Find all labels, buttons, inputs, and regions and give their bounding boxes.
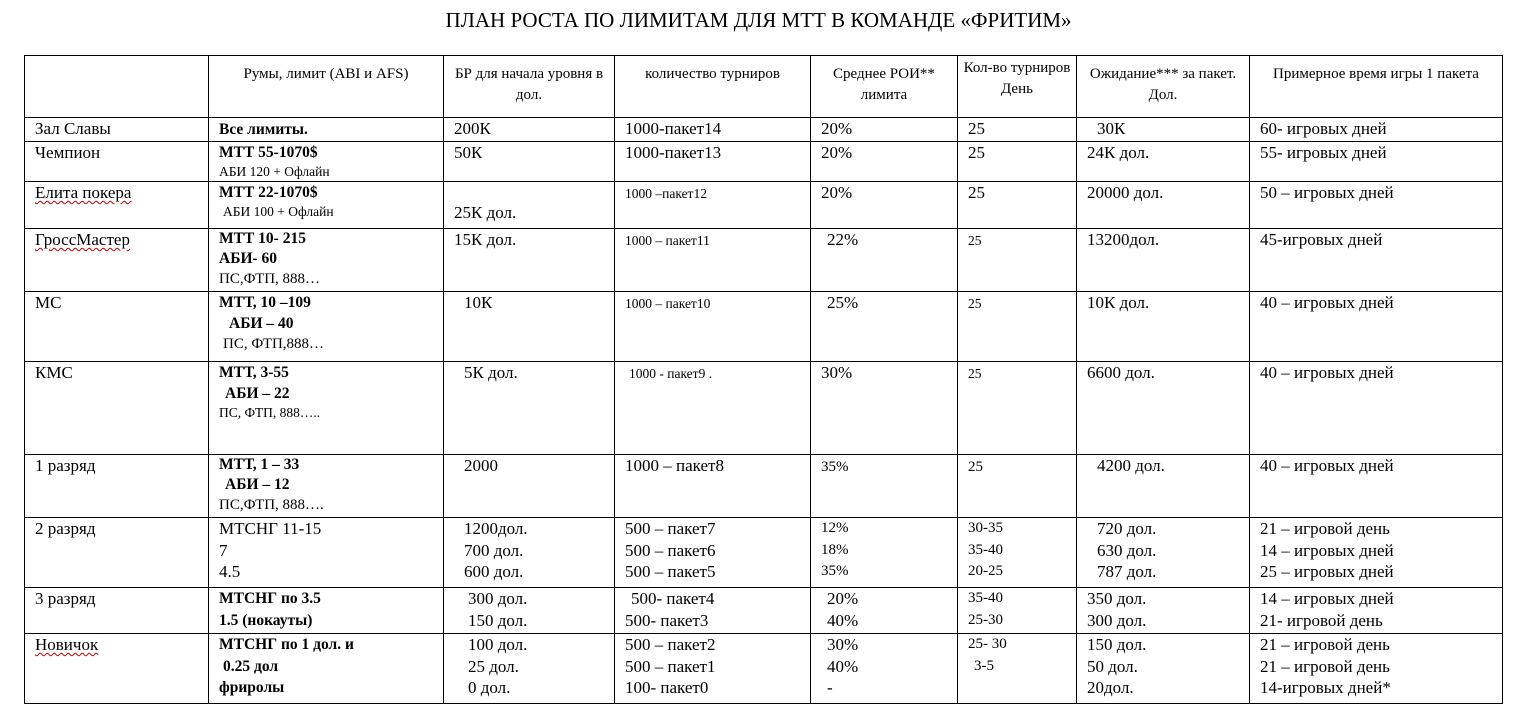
table-row (25, 518, 1503, 588)
header-cell: Румы, лимит (ABI и AFS) (209, 56, 444, 118)
table-row (25, 588, 1503, 634)
tournaments-cell: 1000 –пакет12 (615, 182, 811, 229)
rooms-cell: Все лимиты. (209, 118, 444, 142)
per-day-cell: 25 (958, 362, 1077, 455)
table-row (25, 118, 1503, 142)
rooms-cell: МТСНГ по 3.5 1.5 (нокауты) (209, 588, 444, 634)
expectation-cell: 350 дол. 300 дол. (1077, 588, 1250, 634)
bankroll-cell: 1200дол. 700 дол. 600 дол. (444, 518, 615, 588)
header-cell: количество турниров (615, 56, 811, 118)
tournaments-cell: 1000-пакет14 (615, 118, 811, 142)
tournaments-cell: 1000 – пакет8 (615, 455, 811, 518)
per-day-cell: 35-40 25-30 (958, 588, 1077, 634)
rooms-cell: МТТ 55-1070$ АБИ 120 + Офлайн (209, 142, 444, 182)
level-cell: Зал Славы (25, 118, 209, 142)
per-day-cell: 25 (958, 118, 1077, 142)
expectation-cell: 13200дол. (1077, 229, 1250, 292)
roi-cell: 20% (811, 182, 958, 229)
bankroll-cell: 300 дол. 150 дол. (444, 588, 615, 634)
table-row (25, 634, 1503, 704)
level-cell: МС (25, 292, 209, 362)
page-title: ПЛАН РОСТА ПО ЛИМИТАМ ДЛЯ МТТ В КОМАНДЕ «ФРИТИМ» (445, 8, 1072, 32)
play-time-cell: 45-игровых дней (1250, 229, 1503, 292)
table-row (25, 362, 1503, 455)
expectation-cell: 20000 дол. (1077, 182, 1250, 229)
expectation-cell: 6600 дол. (1077, 362, 1250, 455)
per-day-cell: 25 (958, 229, 1077, 292)
play-time-cell: 14 – игровых дней 21- игровой день (1250, 588, 1503, 634)
play-time-cell: 40 – игровых дней (1250, 455, 1503, 518)
per-day-cell: 25 (958, 455, 1077, 518)
level-cell: ГроссМастер (25, 229, 209, 292)
header-cell: Примерное время игры 1 пакета (1250, 56, 1503, 118)
bankroll-cell: 100 дол. 25 дол. 0 дол. (444, 634, 615, 704)
play-time-cell: 55- игровых дней (1250, 142, 1503, 182)
play-time-cell: 21 – игровой день 21 – игровой день 14-игровых дней* (1250, 634, 1503, 704)
level-cell: 1 разряд (25, 455, 209, 518)
expectation-cell: 24К дол. (1077, 142, 1250, 182)
rooms-cell: МТТ 10- 215 АБИ- 60 ПС,ФТП, 888… (209, 229, 444, 292)
bankroll-cell: 10К (444, 292, 615, 362)
tournaments-cell: 500- пакет4 500- пакет3 (615, 588, 811, 634)
tournaments-cell: 1000 – пакет11 (615, 229, 811, 292)
table-row (25, 142, 1503, 182)
bankroll-cell: 25К дол. (444, 182, 615, 229)
roi-cell: 30% 40% - (811, 634, 958, 704)
table-row (25, 455, 1503, 518)
expectation-cell: 4200 дол. (1077, 455, 1250, 518)
bankroll-cell: 5К дол. (444, 362, 615, 455)
tournaments-cell: 1000 - пакет9 . (615, 362, 811, 455)
rooms-cell: МТТ 22-1070$ АБИ 100 + Офлайн (209, 182, 444, 229)
level-cell: 2 разряд (25, 518, 209, 588)
header-cell: Кол-во турниров День (958, 56, 1077, 118)
header-cell (25, 56, 209, 118)
table-row (25, 229, 1503, 292)
header-cell: БР для начала уровня в дол. (444, 56, 615, 118)
header-cell: Ожидание*** за пакет. Дол. (1077, 56, 1250, 118)
per-day-cell: 25- 30 3-5 (958, 634, 1077, 704)
per-day-cell: 30-35 35-40 20-25 (958, 518, 1077, 588)
roi-cell: 30% (811, 362, 958, 455)
roi-cell: 20% (811, 118, 958, 142)
tournaments-cell: 500 – пакет7 500 – пакет6 500 – пакет5 (615, 518, 811, 588)
level-cell: КМС (25, 362, 209, 455)
bankroll-cell: 200К (444, 118, 615, 142)
expectation-cell: 30К (1077, 118, 1250, 142)
rooms-cell: МТТ, 3-55 АБИ – 22 ПС, ФТП, 888….. (209, 362, 444, 455)
play-time-cell: 40 – игровых дней (1250, 362, 1503, 455)
roi-cell: 25% (811, 292, 958, 362)
level-cell: Елита покера (25, 182, 209, 229)
per-day-cell: 25 (958, 182, 1077, 229)
bankroll-cell: 50К (444, 142, 615, 182)
expectation-cell: 10К дол. (1077, 292, 1250, 362)
roi-cell: 35% (811, 455, 958, 518)
tournaments-cell: 1000 – пакет10 (615, 292, 811, 362)
roi-cell: 22% (811, 229, 958, 292)
level-cell: Новичок (25, 634, 209, 704)
roi-cell: 20% 40% (811, 588, 958, 634)
header-cell: Среднее РОИ** лимита (811, 56, 958, 118)
header-row (25, 56, 1503, 118)
roi-cell: 12% 18% 35% (811, 518, 958, 588)
rooms-cell: МТСНГ 11-15 7 4.5 (209, 518, 444, 588)
table-row (25, 182, 1503, 229)
table-row (25, 292, 1503, 362)
roi-cell: 20% (811, 142, 958, 182)
play-time-cell: 50 – игровых дней (1250, 182, 1503, 229)
play-time-cell: 40 – игровых дней (1250, 292, 1503, 362)
rooms-cell: МТТ, 10 –109 АБИ – 40 ПС, ФТП,888… (209, 292, 444, 362)
growth-plan-table (24, 55, 1503, 704)
level-cell: Чемпион (25, 142, 209, 182)
bankroll-cell: 2000 (444, 455, 615, 518)
per-day-cell: 25 (958, 142, 1077, 182)
level-cell: 3 разряд (25, 588, 209, 634)
expectation-cell: 720 дол. 630 дол. 787 дол. (1077, 518, 1250, 588)
rooms-cell: МТСНГ по 1 дол. и 0.25 дол фриролы (209, 634, 444, 704)
tournaments-cell: 500 – пакет2 500 – пакет1 100- пакет0 (615, 634, 811, 704)
tournaments-cell: 1000-пакет13 (615, 142, 811, 182)
play-time-cell: 60- игровых дней (1250, 118, 1503, 142)
play-time-cell: 21 – игровой день 14 – игровых дней 25 – игровых дней (1250, 518, 1503, 588)
per-day-cell: 25 (958, 292, 1077, 362)
expectation-cell: 150 дол. 50 дол. 20дол. (1077, 634, 1250, 704)
rooms-cell: МТТ, 1 – 33 АБИ – 12 ПС,ФТП, 888…. (209, 455, 444, 518)
bankroll-cell: 15К дол. (444, 229, 615, 292)
